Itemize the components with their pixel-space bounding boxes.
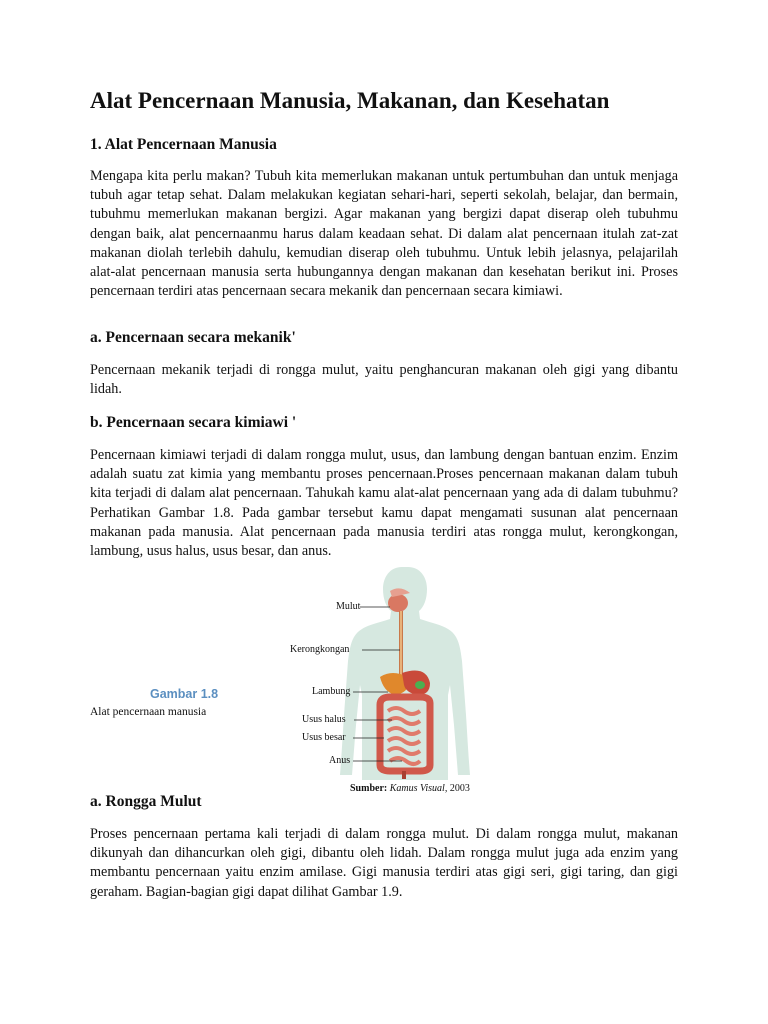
figure-digestive-system xyxy=(90,565,680,797)
figure-caption-number: Gambar 1.8 xyxy=(150,687,219,701)
paragraph-mekanik: Pencernaan mekanik terjadi di rongga mulut, yaitu penghancuran makanan oleh gigi yang dibantu lidah. xyxy=(90,362,678,398)
section-heading-rongga-mulut: a. Rongga Mulut xyxy=(90,793,202,810)
label-usus-halus: Usus halus xyxy=(302,714,346,725)
section-heading-kimiawi: b. Pencernaan secara kimiawi ' xyxy=(90,414,297,431)
source-title: Kamus Visual, xyxy=(389,783,448,794)
figure-caption-text: Alat pencernaan manusia xyxy=(90,706,207,718)
digestive-system-illustration xyxy=(280,565,480,780)
label-usus-besar: Usus besar xyxy=(302,732,346,743)
mouth-organ xyxy=(388,594,408,612)
label-kerongkongan: Kerongkongan xyxy=(290,644,350,655)
label-lambung: Lambung xyxy=(312,686,351,697)
label-anus: Anus xyxy=(329,755,351,766)
paragraph-intro: Mengapa kita perlu makan? Tubuh kita memerlukan makanan untuk pertumbuhan dan untuk menjaga tubuh agar tetap sehat. Dalam melakukan kegiatan sehari-hari, seperti sekolah, belajar, dan bermain, tubuhmu memerlukan makanan bergizi. Agar makanan yang bergizi dapat diserap oleh tubuhmu dengan baik, alat pencernaanmu harus dalam keadaan sehat. Di dalam alat pencernaan itulah zat-zat makanan diolah terlebih dahulu, kemudian diserap oleh tubuhmu. Untuk lebih jelasnya, pelajarilah alat-alat pencernaan manusia serta hubungannya dengan makanan dan kesehatan berikut ini. Proses pencernaan terdiri atas pencernaan secara mekanik dan pencernaan secara kimiawi. xyxy=(90,168,678,300)
page-title: Alat Pencernaan Manusia, Makanan, dan Kesehatan xyxy=(90,88,610,113)
figure-source xyxy=(350,783,470,794)
source-label: Sumber: xyxy=(350,783,388,794)
section-heading-alat-pencernaan: 1. Alat Pencernaan Manusia xyxy=(90,136,277,153)
paragraph-kimiawi: Pencernaan kimiawi terjadi di dalam rongga mulut, usus, dan lambung dengan bantuan enzim. Enzim adalah suatu zat kimia yang membantu proses pencernaan.Proses pencernaan makanan dalam tubuh kita terjadi di dalam alat pencernaan. Tahukah kamu alat-alat pencernaan yang ada di dalam tubuhmu? Perhatikan Gambar 1.8. Pada gambar tersebut kamu dapat mengamati susunan alat pencernaan makanan pada manusia. Alat pencernaan pada manusia terdiri atas rongga mulut, kerongkongan, lambung, usus halus, usus besar, dan anus. xyxy=(90,447,678,560)
section-heading-mekanik: a. Pencernaan secara mekanik' xyxy=(90,329,296,346)
source-year: 2003 xyxy=(449,783,470,794)
paragraph-rongga-mulut: Proses pencernaan pertama kali terjadi di dalam rongga mulut. Di dalam rongga mulut, makanan dikunyah dan dihancurkan oleh gigi, dibantu oleh lidah. Dalam rongga mulut juga ada enzim yang membantu pencernaan yaitu enzim amilase. Gigi manusia terdiri atas gigi seri, gigi taring, dan gigi geraham. Bagian-bagian gigi dapat dilihat Gambar 1.9. xyxy=(90,826,678,900)
label-mulut: Mulut xyxy=(336,601,361,612)
